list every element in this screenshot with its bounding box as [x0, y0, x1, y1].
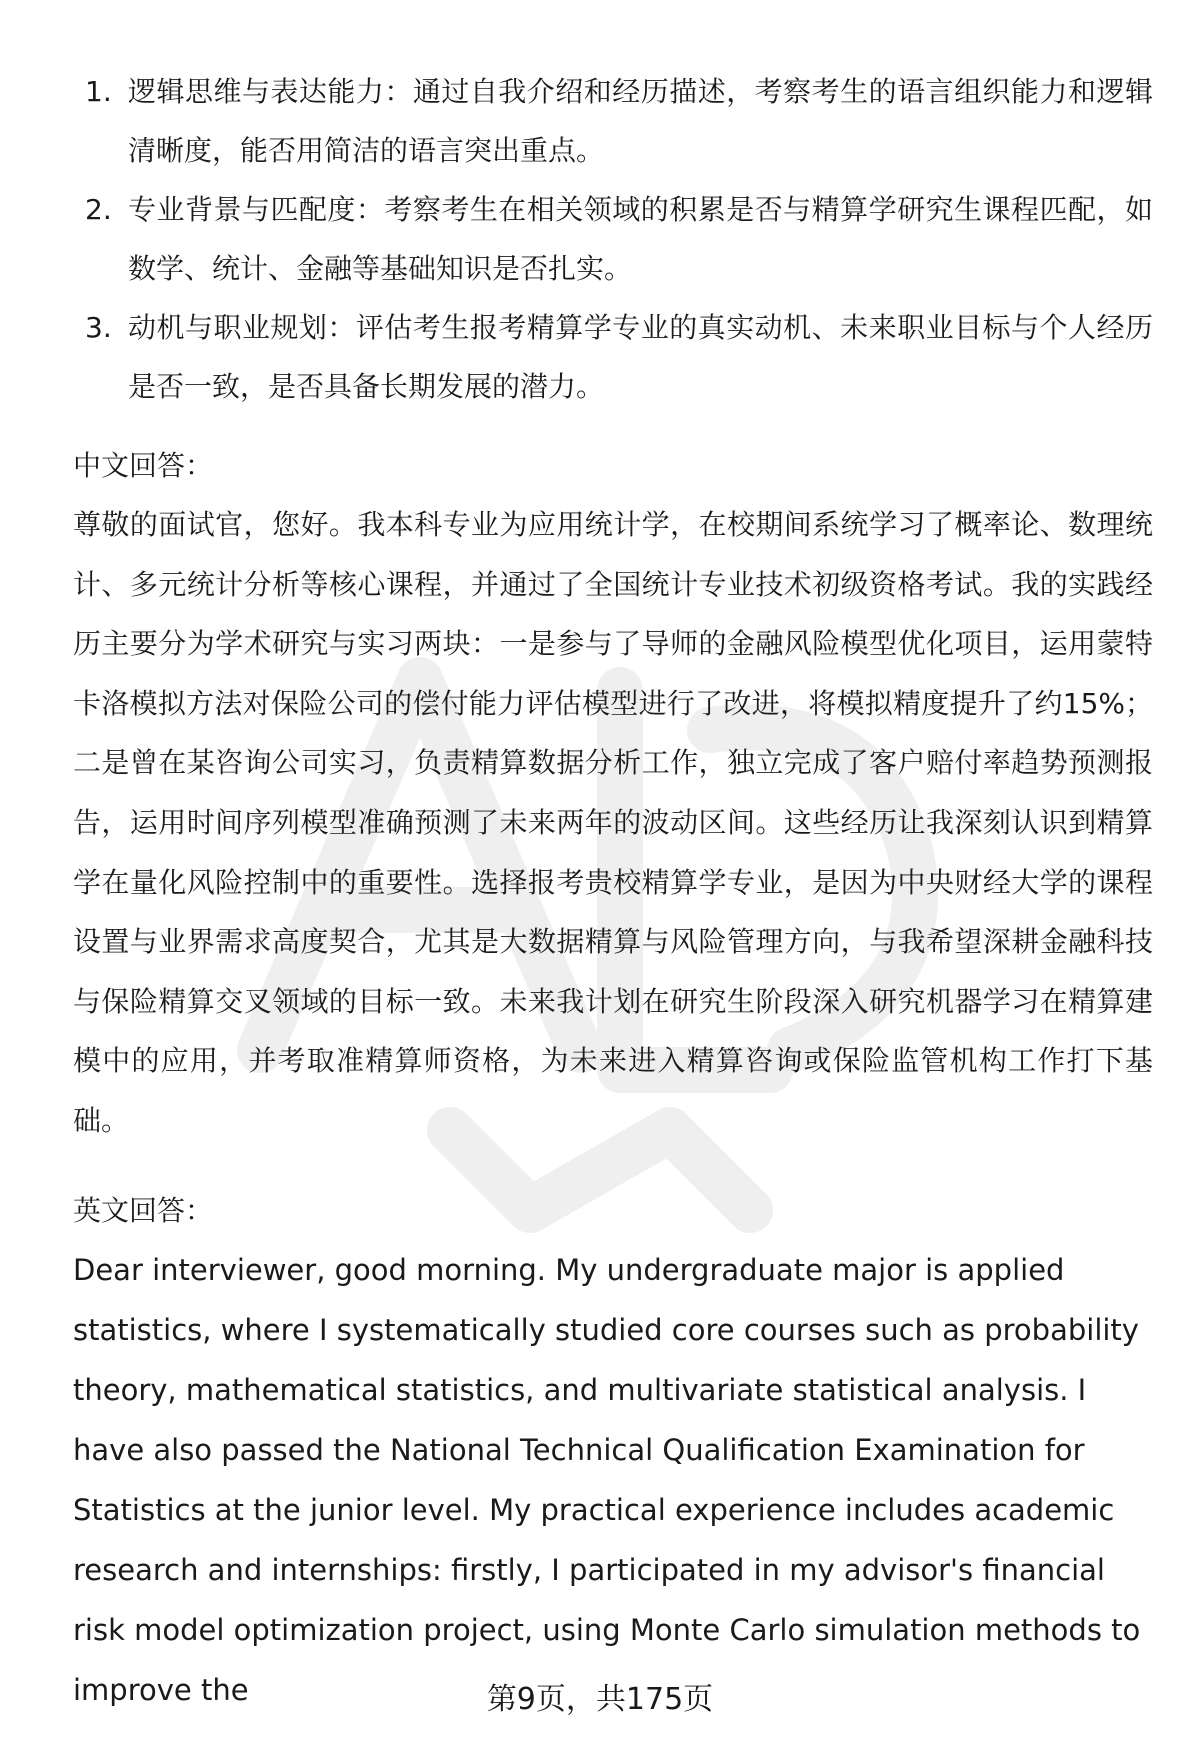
criteria-item: [73, 62, 1153, 180]
document-page: [73, 62, 1153, 1720]
chinese-answer-label: 中文回答：: [73, 449, 214, 482]
english-answer-label: 英文回答：: [73, 1193, 214, 1227]
criteria-number: 1.: [85, 75, 112, 108]
criteria-text: 动机与职业规划：评估考生报考精算学专业的真实动机、未来职业目标与个人经历是否一致，是否具备长期发展的潜力。: [128, 311, 1153, 403]
criteria-item: [73, 298, 1153, 416]
criteria-number: 2.: [85, 193, 112, 226]
criteria-list: [73, 62, 1153, 416]
criteria-item: [73, 180, 1153, 298]
criteria-text: 专业背景与匹配度：考察考生在相关领域的积累是否与精算学研究生课程匹配，如数学、统计、金融等基础知识是否扎实。: [128, 193, 1153, 285]
english-answer-text: Dear interviewer, good morning. My undergraduate major is applied statistics, where I systematically studied core courses such as probability theory, mathematical statistics, and multivariate statistical analysis. I have also passed the National Technical Qualification Examination for Statistics at the junior level. My practical experience includes academic research and internships: firstly, I participated in my advisor's financial risk model optimization project, using Monte Carlo simulation methods to improve the: [73, 1252, 1141, 1707]
page-number-footer: 第9页，共175页: [486, 1682, 714, 1717]
chinese-answer-text: 尊敬的面试官，您好。我本科专业为应用统计学，在校期间系统学习了概率论、数理统计、多元统计分析等核心课程，并通过了全国统计专业技术初级资格考试。我的实践经历主要分为学术研究与实习两块：一是参与了导师的金融风险模型优化项目，运用蒙特卡洛模拟方法对保险公司的偿付能力评估模型进行了改进，将模拟精度提升了约15%；二是曾在某咨询公司实习，负责精算数据分析工作，独立完成了客户赔付率趋势预测报告，运用时间序列模型准确预测了未来两年的波动区间。这些经历让我深刻认识到精算学在量化风险控制中的重要性。选择报考贵校精算学专业，是因为中央财经大学的课程设置与业界需求高度契合，尤其是大数据精算与风险管理方向，与我希望深耕金融科技与保险精算交叉领域的目标一致。未来我计划在研究生阶段深入研究机器学习在精算建模中的应用，并考取准精算师资格，为未来进入精算咨询或保险监管机构工作打下基础。: [73, 508, 1153, 1137]
criteria-number: 3.: [85, 311, 112, 344]
criteria-text: 逻辑思维与表达能力：通过自我介绍和经历描述，考察考生的语言组织能力和逻辑清晰度，能否用简洁的语言突出重点。: [128, 75, 1153, 167]
